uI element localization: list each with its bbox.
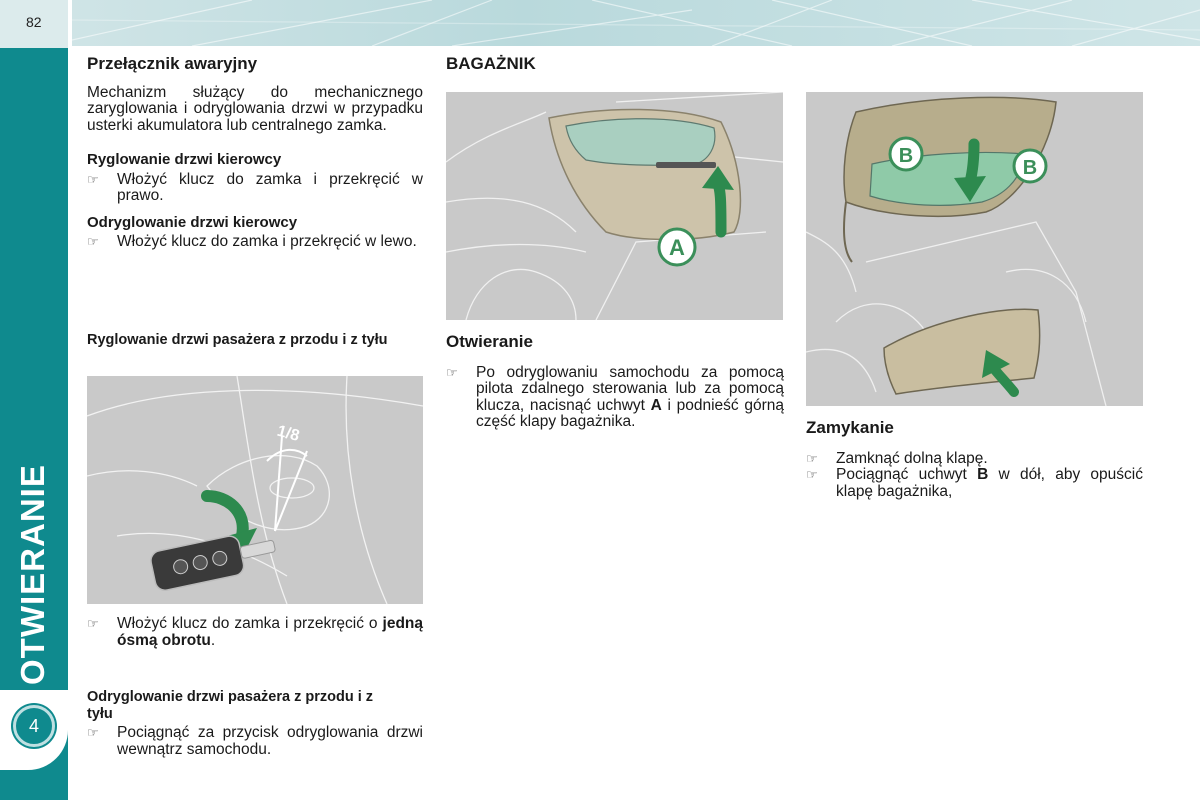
passenger-unlock-title: Odryglowanie drzwi pasażera z przodu i z tyłu [87,689,374,722]
driver-unlock-text: Włożyć klucz do zamka i przekręcić w lewo. [117,233,417,250]
closing-text-2-end: w dół, aby opuścić klapę bagażnika, [836,466,1143,500]
closing-step-1 [806,451,1143,468]
pointing-hand-icon: ☞ [806,450,818,466]
pointing-hand-icon: ☞ [87,171,99,187]
pointing-hand-icon: ☞ [87,234,99,249]
driver-unlock-step [87,234,423,251]
pointing-hand-icon: ☞ [446,364,458,380]
column-trunk [446,56,784,73]
opening-text: Po odryglowaniu samochodu za pomocą pilota zdalnego sterowania lub za pomocą klucza, nacisnąć uchwyt [476,363,784,414]
column-emergency-switch [87,56,423,251]
passenger-lock-text-end: . [210,631,216,649]
callout-a-label: A [669,235,685,260]
emergency-switch-intro: Mechanizm służący do mechanicznego zaryglowania i odryglowania drzwi w przypadku usterki akumulatora lub centralnego zamka. [87,83,423,134]
callout-b-left-label: B [898,145,914,167]
pointing-hand-icon: ☞ [806,467,818,482]
opening-section [446,334,784,431]
page-number-box [0,0,68,48]
closing-step-2 [806,467,1143,500]
closing-title: Zamykanie [806,418,894,437]
driver-lock-text: Włożyć klucz do zamka i przekręcić w prawo. [117,170,423,204]
opening-step [446,365,784,431]
pointing-hand-icon: ☞ [87,725,99,740]
passenger-unlock-step [87,725,423,758]
passenger-lock-title: Ryglowanie drzwi pasażera z przodu i z tyłu [87,332,388,348]
passenger-lock-text: Włożyć klucz do zamka i przekręcić o [117,615,383,632]
closing-section [806,420,1143,500]
passenger-unlock-text: Pociągnąć za przycisk odryglowania drzwi wewnątrz samochodu. [117,724,423,758]
opening-text-bold: A [650,396,662,414]
opening-title: Otwieranie [446,332,533,351]
trunk-open-illustration [446,92,783,320]
emergency-switch-title: Przełącznik awaryjny [87,54,258,73]
passenger-unlock-section [87,689,423,758]
chapter-title: OTWIERANIE [14,464,51,685]
pointing-hand-icon: ☞ [87,616,99,631]
driver-unlock-title: Odryglowanie drzwi kierowcy [87,213,298,231]
callout-b-right-label: B [1022,157,1038,179]
trunk-title: BAGAŻNIK [446,54,536,73]
driver-lock-step [87,172,423,205]
trunk-close-illustration [806,92,1143,406]
page-number: 82 [26,14,42,30]
passenger-lock-section [87,332,423,349]
closing-text-2-bold: B [977,466,989,483]
door-key-illustration [87,376,423,604]
rotation-label: 1/8 [275,422,302,445]
passenger-lock-steps [87,616,423,649]
driver-lock-title: Ryglowanie drzwi kierowcy [87,151,282,168]
chapter-number: 4 [28,716,39,736]
chapter-side-bar [0,48,68,800]
opening-text-end: i podnieść górną część klapy bagażnika. [476,396,784,430]
chapter-badge [13,705,55,747]
closing-text-2: Pociągnąć uchwyt [836,466,978,483]
passenger-lock-text-bold: jedną ósmą obrotu [117,615,423,649]
passenger-lock-step [87,616,423,649]
closing-text-1: Zamknąć dolną klapę. [836,449,988,467]
top-banner [72,0,1200,46]
